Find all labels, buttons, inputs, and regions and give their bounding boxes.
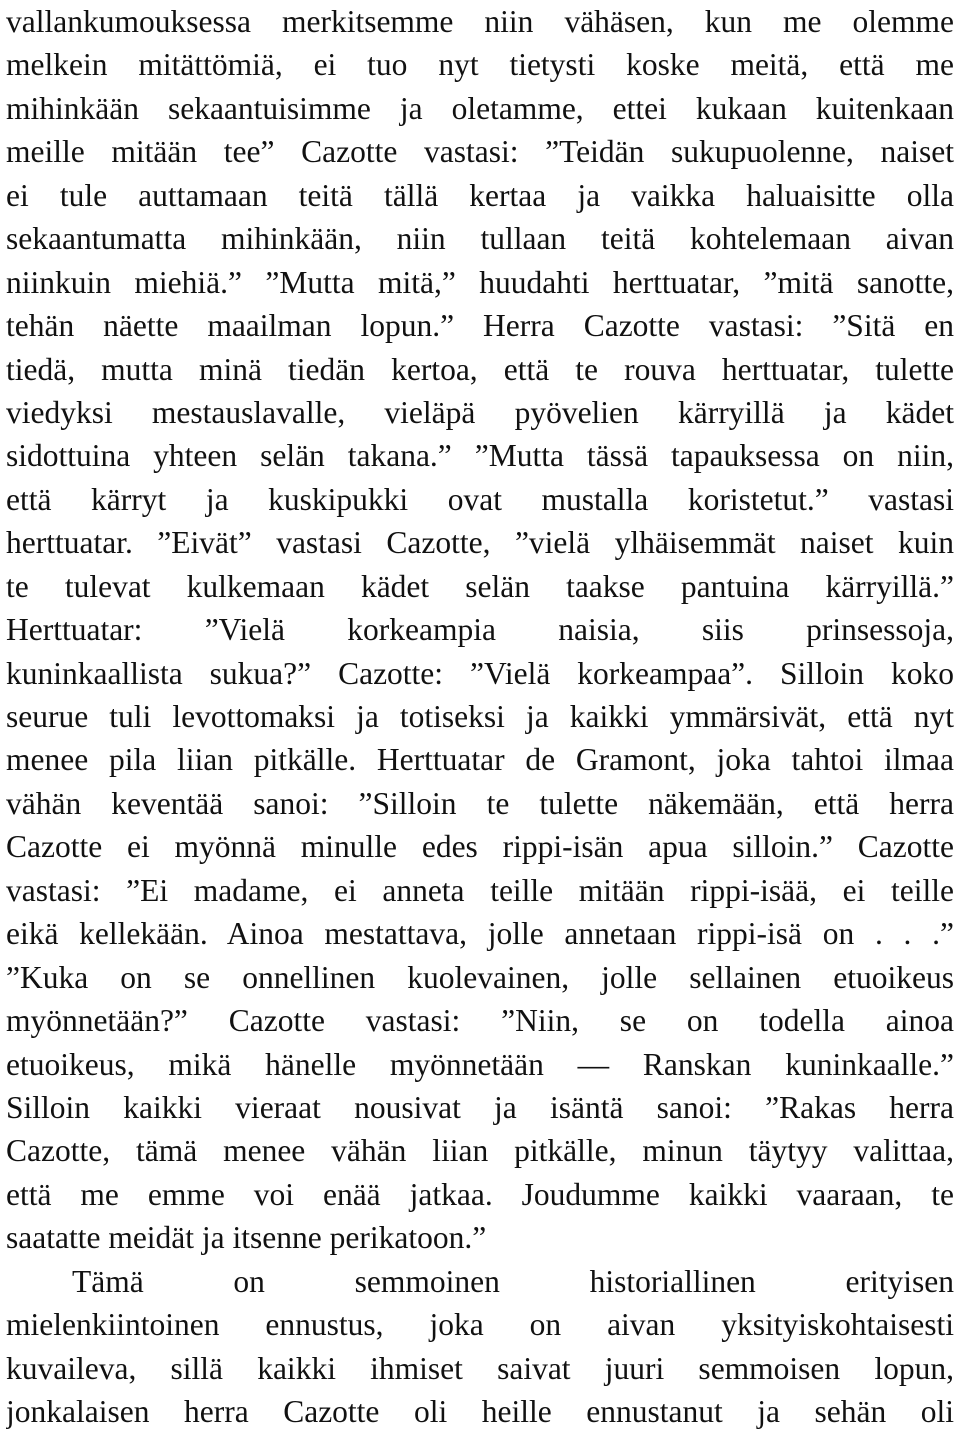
text-line: tehän näette maailman lopun.” Herra Cazotte vastasi: ”Sitä en: [6, 308, 954, 344]
text-line: vastasi: ”Ei madame, ei anneta teille mitään rippi-isää, ei teille: [6, 872, 954, 908]
text-line: seurue tuli levottomaksi ja totiseksi ja kaikki ymmärsivät, että nyt: [6, 699, 954, 734]
text-line: te tulevat kulkemaan kädet selän taakse pantuina kärryillä.”: [6, 568, 954, 604]
text-line: myönnetään?” Cazotte vastasi: ”Niin, se on todella ainoa: [6, 1003, 954, 1039]
paragraph-cazotte-dialogue: [6, 0, 954, 1260]
text-line: vähän keventää sanoi: ”Silloin te tulette näkemään, että herra: [6, 785, 954, 821]
text-line: sekaantumatta mihinkään, niin tullaan teitä kohtelemaan aivan: [6, 221, 954, 257]
text-line: eikä kellekään. Ainoa mestattava, jolle annetaan rippi-isä on . . .”: [6, 916, 954, 952]
text-line: kuvaileva, sillä kaikki ihmiset saivat juuri semmoisen lopun,: [6, 1350, 954, 1386]
text-line: Herttuatar: ”Vielä korkeampia naisia, siis prinsessoja,: [6, 612, 954, 648]
text-line: menee pila liian pitkälle. Herttuatar de Gramont, joka tahtoi ilmaa: [6, 742, 954, 778]
text-line: viedyksi mestauslavalle, vieläpä pyövelien kärryillä ja kädet: [6, 394, 954, 430]
text-line: Cazotte ei myönnä minulle edes rippi-isän apua silloin.” Cazotte: [6, 829, 954, 865]
text-line: saatatte meidät ja itsenne perikatoon.”: [6, 1220, 487, 1256]
text-line: jonkalaisen herra Cazotte oli heille ennustanut ja sehän oli: [6, 1394, 954, 1429]
text-line: tiedä, mutta minä tiedän kertoa, että te rouva herttuatar, tulette: [6, 351, 954, 387]
text-line: että me emme voi enää jatkaa. Joudumme kaikki vaaraan, te: [6, 1176, 954, 1212]
text-line: kuninkaallista sukua?” Cazotte: ”Vielä korkeampaa”. Silloin koko: [6, 655, 954, 691]
text-line: niinkuin miehiä.” ”Mutta mitä,” huudahti herttuatar, ”mitä sanotte,: [6, 264, 954, 300]
text-line: meille mitään tee” Cazotte vastasi: ”Teidän sukupuolenne, naiset: [6, 134, 954, 170]
text-line: Tämä on semmoinen historiallinen erityisen: [72, 1263, 954, 1299]
document-page: [6, 0, 954, 1433]
text-line: vallankumouksessa merkitsemme niin vähäsen, kun me olemme: [6, 4, 954, 39]
text-line: etuoikeus, mikä hänelle myönnetään — Ranskan kuninkaalle.”: [6, 1046, 954, 1082]
text-line: mielenkiintoinen ennustus, joka on aivan yksityiskohtaisesti: [6, 1307, 954, 1343]
text-line: sidottuina yhteen selän takana.” ”Mutta tässä tapauksessa on niin,: [6, 438, 954, 474]
paragraph-prophecy-commentary: [6, 1260, 954, 1433]
text-line: Silloin kaikki vieraat nousivat ja isäntä sanoi: ”Rakas herra: [6, 1089, 954, 1125]
text-line: että kärryt ja kuskipukki ovat mustalla koristetut.” vastasi: [6, 481, 954, 517]
text-line: herttuatar. ”Eivät” vastasi Cazotte, ”vielä ylhäisemmät naiset kuin: [6, 525, 954, 561]
text-line: ”Kuka on se onnellinen kuolevainen, jolle sellainen etuoikeus: [6, 959, 954, 995]
text-line: melkein mitättömiä, ei tuo nyt tietysti koske meitä, että me: [6, 47, 954, 83]
text-line: Cazotte, tämä menee vähän liian pitkälle, minun täytyy valittaa,: [6, 1133, 954, 1169]
text-line: mihinkään sekaantuisimme ja oletamme, ettei kukaan kuitenkaan: [6, 90, 954, 126]
text-line: ei tule auttamaan teitä tällä kertaa ja vaikka haluaisitte olla: [6, 177, 954, 213]
